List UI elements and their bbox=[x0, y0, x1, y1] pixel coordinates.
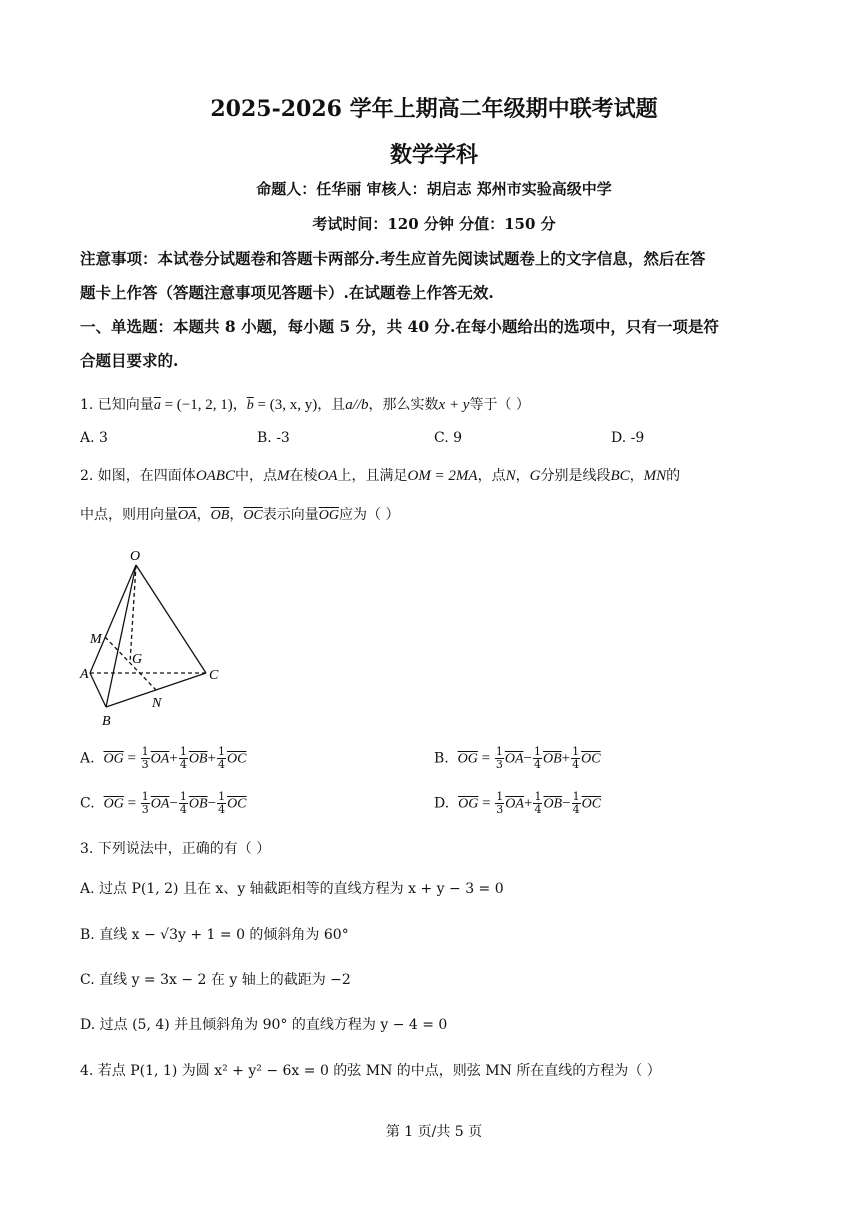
q2-b-sign1: − bbox=[523, 750, 532, 767]
page-number: 第 1 页/共 5 页 bbox=[385, 1124, 483, 1140]
q2-d-oa: $\overline{OA}$ bbox=[505, 796, 524, 812]
q2-text-e: ，点 bbox=[477, 468, 506, 484]
label-n: N bbox=[152, 696, 162, 711]
q2-a-oa: $\overline{OA}$ bbox=[150, 751, 170, 767]
q2-option-d-label: D. bbox=[434, 795, 450, 812]
q2-b-frac1: $\frac{1}{3}$ bbox=[495, 745, 503, 771]
question-1-stem bbox=[80, 394, 530, 414]
q2-option-b-label: B. bbox=[434, 750, 449, 767]
q1-option-c: C. 9 bbox=[434, 430, 463, 446]
q2-c-oc: $\overline{OC}$ bbox=[227, 796, 247, 812]
q2-c-sign2: − bbox=[207, 795, 217, 812]
q2-vec-ob: $\overline{OB}$ bbox=[210, 508, 230, 523]
edge-oa bbox=[90, 565, 136, 673]
q2-option-c-label: C. bbox=[80, 795, 95, 812]
q2-d-eq: = bbox=[478, 795, 495, 812]
label-m: M bbox=[90, 632, 102, 647]
q2-b-frac3: $\frac{1}{4}$ bbox=[572, 745, 580, 771]
q2-d-frac1: $\frac{1}{3}$ bbox=[496, 790, 504, 816]
q1-suffix: 等于（ ） bbox=[469, 397, 530, 413]
q2-segment-mn: MN bbox=[643, 468, 667, 484]
q2-d-sign2: − bbox=[562, 795, 571, 812]
q2-edge-oa: OA bbox=[317, 468, 338, 484]
q2-text-d: 上，且满足 bbox=[337, 468, 408, 484]
q2-b-frac2: $\frac{1}{4}$ bbox=[534, 745, 541, 771]
q2-a-oc: $\overline{OC}$ bbox=[226, 751, 247, 767]
q1-option-b: B. -3 bbox=[257, 430, 290, 446]
q2-c-lhs: $\overline{OG}$ bbox=[103, 796, 124, 812]
section-heading-line-2: 合题目要求的. bbox=[80, 351, 179, 370]
q2-b-ob: $\overline{OB}$ bbox=[543, 751, 562, 767]
q2-a-frac2: $\frac{1}{4}$ bbox=[179, 745, 187, 771]
label-g: G bbox=[132, 652, 143, 667]
subject-title: 数学学科 bbox=[389, 142, 478, 168]
q2-a-frac3: $\frac{1}{4}$ bbox=[217, 745, 225, 771]
q2-a-sign1: + bbox=[169, 750, 178, 767]
q2-text-f: ， bbox=[515, 468, 530, 484]
q2-text-c: 在棱 bbox=[289, 468, 318, 484]
notice-line-2: 题卡上作答（答题注意事项见答题卡）.在试题卷上作答无效. bbox=[80, 283, 494, 302]
q1-vector-a: $\overline{a}$ bbox=[153, 398, 161, 413]
q2-d-lhs: $\overline{OG}$ bbox=[458, 796, 479, 812]
q1-vector-b: $\overline{b}$ bbox=[246, 398, 254, 413]
q2-a-eq: = bbox=[123, 750, 140, 767]
q2-a-ob: $\overline{OB}$ bbox=[188, 751, 208, 767]
q1-prefix: 1. 已知向量 bbox=[80, 397, 154, 413]
q3-option-d: D. 过点 (5, 4) 并且倾斜角为 90° 的直线方程为 y − 4 = 0 bbox=[80, 1017, 448, 1033]
label-b: B bbox=[102, 714, 111, 729]
q3-option-a: A. 过点 P(1, 2) 且在 x、y 轴截距相等的直线方程为 x + y − 3 = 0 bbox=[80, 881, 504, 897]
q2-d-ob: $\overline{OB}$ bbox=[543, 796, 563, 812]
q2-tetrahedron: OABC bbox=[195, 468, 235, 484]
q2-d-frac3: $\frac{1}{4}$ bbox=[572, 790, 580, 816]
q2-c-ob: $\overline{OB}$ bbox=[188, 796, 208, 812]
q1-parallel-condition: a//b bbox=[345, 397, 369, 413]
exam-info: 考试时间：120 分钟 分值：150 分 bbox=[312, 215, 556, 233]
q1-cond-pre: ，且 bbox=[317, 397, 346, 413]
q2-vec-oc: $\overline{OC}$ bbox=[243, 508, 263, 523]
question-2-line-2: 中点，则用向量$\overline{OA}$，$\overline{OB}$，$\overline{OC}$表示向量$\overline{OG}$应为（ ） bbox=[80, 507, 400, 523]
q1-vector-b-value: = (3, x, y) bbox=[253, 397, 318, 413]
q2-option-c bbox=[80, 791, 247, 816]
q2-option-a-label: A. bbox=[80, 750, 95, 767]
q1-mid: ，那么实数 bbox=[368, 397, 439, 413]
q1-vector-a-value: = (−1, 2, 1) bbox=[160, 397, 233, 413]
label-o: O bbox=[130, 549, 141, 564]
label-a: A bbox=[80, 667, 89, 682]
question-2-line-1 bbox=[80, 465, 680, 485]
q2-vec-oa: $\overline{OA}$ bbox=[178, 508, 197, 523]
q3-option-c: C. 直线 y = 3x − 2 在 y 轴上的截距为 −2 bbox=[80, 972, 351, 988]
section-heading-line-1: 一、单选题：本题共 8 小题，每小题 5 分，共 40 分.在每小题给出的选项中，只有一项是符 bbox=[80, 317, 719, 336]
q2-b-oa: $\overline{OA}$ bbox=[504, 751, 524, 767]
q2-segment-bc: BC bbox=[610, 468, 630, 484]
q2-a-lhs: $\overline{OG}$ bbox=[103, 751, 124, 767]
q2-text-a: 2. 如图，在四面体 bbox=[80, 468, 196, 484]
q2-b-sign2: + bbox=[561, 750, 571, 767]
q2-text-h: ， bbox=[629, 468, 644, 484]
q2-text-j: 中点，则用向量 bbox=[80, 507, 178, 523]
q2-vec-og: $\overline{OG}$ bbox=[318, 508, 340, 523]
tetrahedron-figure bbox=[78, 545, 238, 735]
q2-equation: OM = 2MA bbox=[407, 468, 478, 484]
q2-point-n: N bbox=[505, 468, 516, 484]
q2-c-eq: = bbox=[123, 795, 140, 812]
q2-point-g: G bbox=[529, 468, 541, 484]
exam-title: 2025-2026 学年上期高二年级期中联考试题 bbox=[210, 96, 658, 122]
q2-a-frac1: $\frac{1}{3}$ bbox=[141, 745, 149, 771]
edge-oc bbox=[136, 565, 206, 673]
q2-c-sign1: − bbox=[169, 795, 178, 812]
q2-d-sign1: + bbox=[523, 795, 533, 812]
q2-c-oa: $\overline{OA}$ bbox=[150, 796, 170, 812]
q2-b-eq: = bbox=[477, 750, 494, 767]
q2-text-k: 表示向量 bbox=[262, 507, 319, 523]
label-c: C bbox=[209, 668, 219, 683]
q2-d-frac2: $\frac{1}{4}$ bbox=[534, 790, 542, 816]
q2-a-sign2: + bbox=[207, 750, 216, 767]
q2-option-b bbox=[434, 746, 601, 771]
q2-b-oc: $\overline{OC}$ bbox=[581, 751, 601, 767]
q1-expression: x + y bbox=[438, 397, 470, 413]
q2-c-frac3: $\frac{1}{4}$ bbox=[218, 790, 226, 816]
q2-c-frac1: $\frac{1}{3}$ bbox=[141, 790, 149, 816]
q2-d-oc: $\overline{OC}$ bbox=[581, 796, 602, 812]
q2-text-g: 分别是线段 bbox=[540, 468, 611, 484]
q3-option-b: B. 直线 x − √3y + 1 = 0 的倾斜角为 60° bbox=[80, 927, 349, 943]
authors-line: 命题人：任华丽 审核人：胡启志 郑州市实验高级中学 bbox=[256, 180, 612, 198]
q2-c-frac2: $\frac{1}{4}$ bbox=[179, 790, 187, 816]
q1-option-d: D. -9 bbox=[611, 430, 645, 446]
q1-option-a: A. 3 bbox=[80, 430, 108, 446]
question-3-stem: 3. 下列说法中，正确的有（ ） bbox=[80, 841, 271, 857]
question-4-stem: 4. 若点 P(1, 1) 为圆 x² + y² − 6x = 0 的弦 MN 的中点，则弦 MN 所在直线的方程为（ ） bbox=[80, 1063, 661, 1079]
q2-option-d bbox=[434, 791, 601, 816]
q2-text-l: 应为（ ） bbox=[339, 507, 400, 523]
q2-point-m: M bbox=[276, 468, 290, 484]
q1-sep: ， bbox=[232, 397, 247, 413]
q2-text-b: 中，点 bbox=[234, 468, 277, 484]
edge-ab bbox=[90, 673, 106, 707]
q2-option-a bbox=[80, 746, 246, 771]
q2-b-lhs: $\overline{OG}$ bbox=[457, 751, 478, 767]
q2-text-i: 的 bbox=[666, 468, 681, 484]
notice-line-1: 注意事项：本试卷分试题卷和答题卡两部分.考生应首先阅读试题卷上的文字信息，然后在答 bbox=[80, 249, 706, 268]
